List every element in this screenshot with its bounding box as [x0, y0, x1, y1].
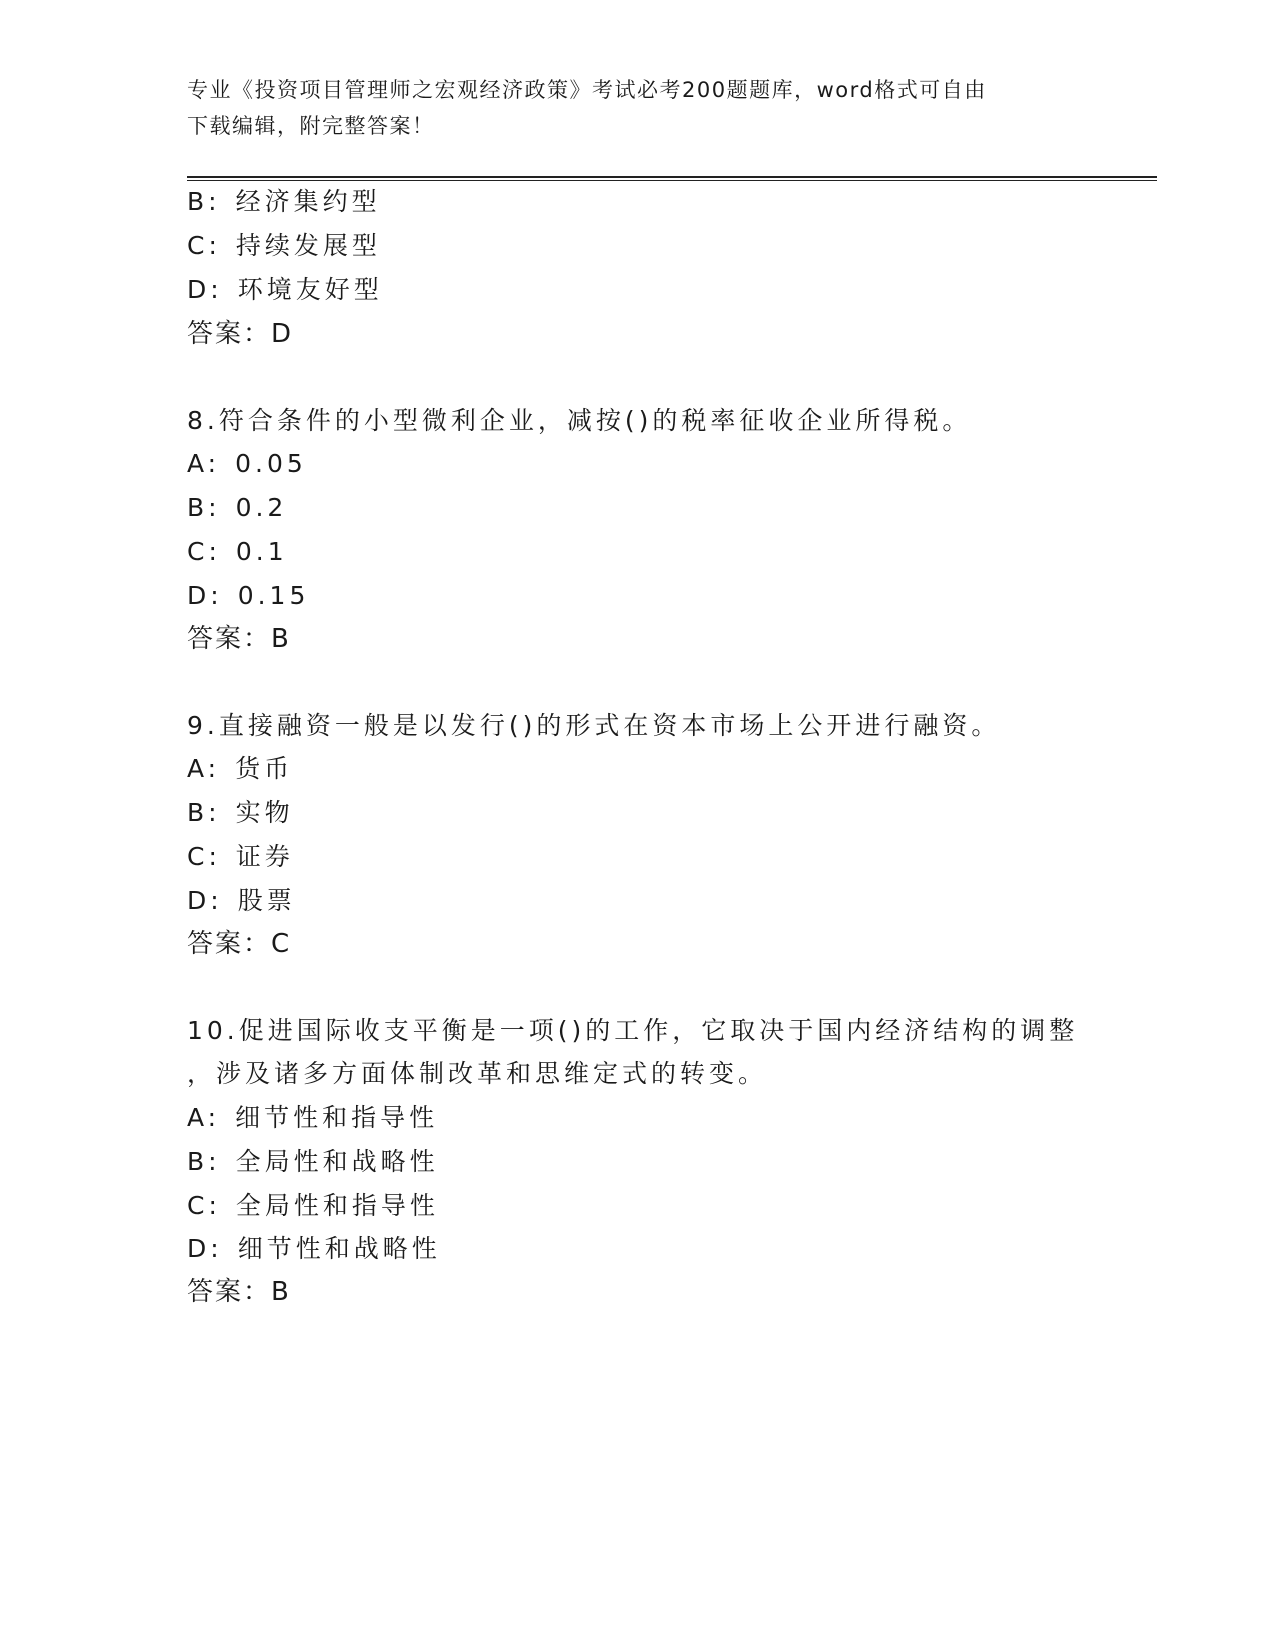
q8-option-a: A: 0.05 [187, 449, 307, 478]
q10-option-a: A: 细节性和指导性 [187, 1103, 439, 1132]
q9-answer: 答案：C [187, 929, 292, 959]
q7-option-d: D: 环境友好型 [187, 275, 383, 304]
q8-option-b: B: 0.2 [187, 493, 288, 522]
q10-option-b: B: 全局性和战略性 [187, 1147, 439, 1176]
header-divider [187, 176, 1157, 181]
q9-option-b: B: 实物 [187, 798, 294, 827]
q8-answer: 答案：B [187, 624, 291, 654]
header-line-2: 下载编辑，附完整答案！ [187, 114, 435, 138]
header-line-1: 专业《投资项目管理师之宏观经济政策》考试必考200题题库，word格式可自由 [187, 78, 987, 102]
q10-option-d: D: 细节性和战略性 [187, 1234, 441, 1263]
q8-option-d: D: 0.15 [187, 581, 310, 610]
q7-option-b: B: 经济集约型 [187, 187, 381, 216]
q10-answer: 答案：B [187, 1277, 291, 1307]
q9-question: 9.直接融资一般是以发行()的形式在资本市场上公开进行融资。 [187, 711, 1001, 740]
q7-option-c: C: 持续发展型 [187, 231, 381, 260]
q10-question-line-1: 10.促进国际收支平衡是一项()的工作，它取决于国内经济结构的调整 [187, 1016, 1079, 1045]
q10-question-line-2: ，涉及诸多方面体制改革和思维定式的转变。 [187, 1059, 768, 1088]
q9-option-d: D: 股票 [187, 886, 296, 915]
q8-option-c: C: 0.1 [187, 537, 288, 566]
document-header [187, 72, 1087, 144]
q7-answer: 答案：D [187, 319, 294, 349]
q8-question: 8.符合条件的小型微利企业，减按()的税率征收企业所得税。 [187, 406, 972, 435]
q9-option-c: C: 证券 [187, 842, 294, 871]
q9-option-a: A: 货币 [187, 754, 294, 783]
q10-option-c: C: 全局性和指导性 [187, 1191, 439, 1220]
